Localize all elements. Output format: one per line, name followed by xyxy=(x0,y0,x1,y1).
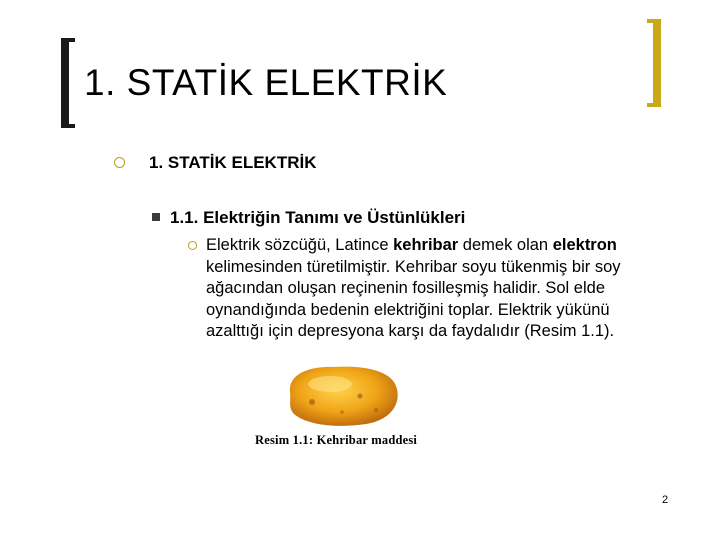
page-number: 2 xyxy=(662,494,669,506)
bullet-level3 xyxy=(186,235,656,343)
circle-bullet-icon xyxy=(114,157,125,168)
circle-bullet-icon xyxy=(188,241,197,250)
left-bracket-decoration xyxy=(61,38,75,128)
amber-stone-image xyxy=(282,362,402,428)
body-paragraph: Elektrik sözcüğü, Latince kehribar demek olan elektron kelimesinden türetilmiştir. Kehribar soyu tükenmiş bir soy ağacından oluşan reçinenin fosilleşmiş halidir. Sol elde oynandığında bedenin elektriğini toplar. Elektrik yükünü azalttığı için depresyona karşı da faydalıdır (Resim 1.1). xyxy=(206,236,621,340)
square-bullet-icon xyxy=(152,213,160,221)
slide-title: 1. STATİK ELEKTRİK xyxy=(84,62,448,103)
bold-term-elektron: elektron xyxy=(552,236,617,254)
image-caption: Resim 1.1: Kehribar maddesi xyxy=(255,433,418,447)
bullet-level1-text: 1. STATİK ELEKTRİK xyxy=(149,153,317,172)
right-bracket-decoration xyxy=(647,19,661,107)
bold-term-kehribar: kehribar xyxy=(393,236,459,254)
bullet-level2-text: 1.1. Elektriğin Tanımı ve Üstünlükleri xyxy=(170,208,466,227)
